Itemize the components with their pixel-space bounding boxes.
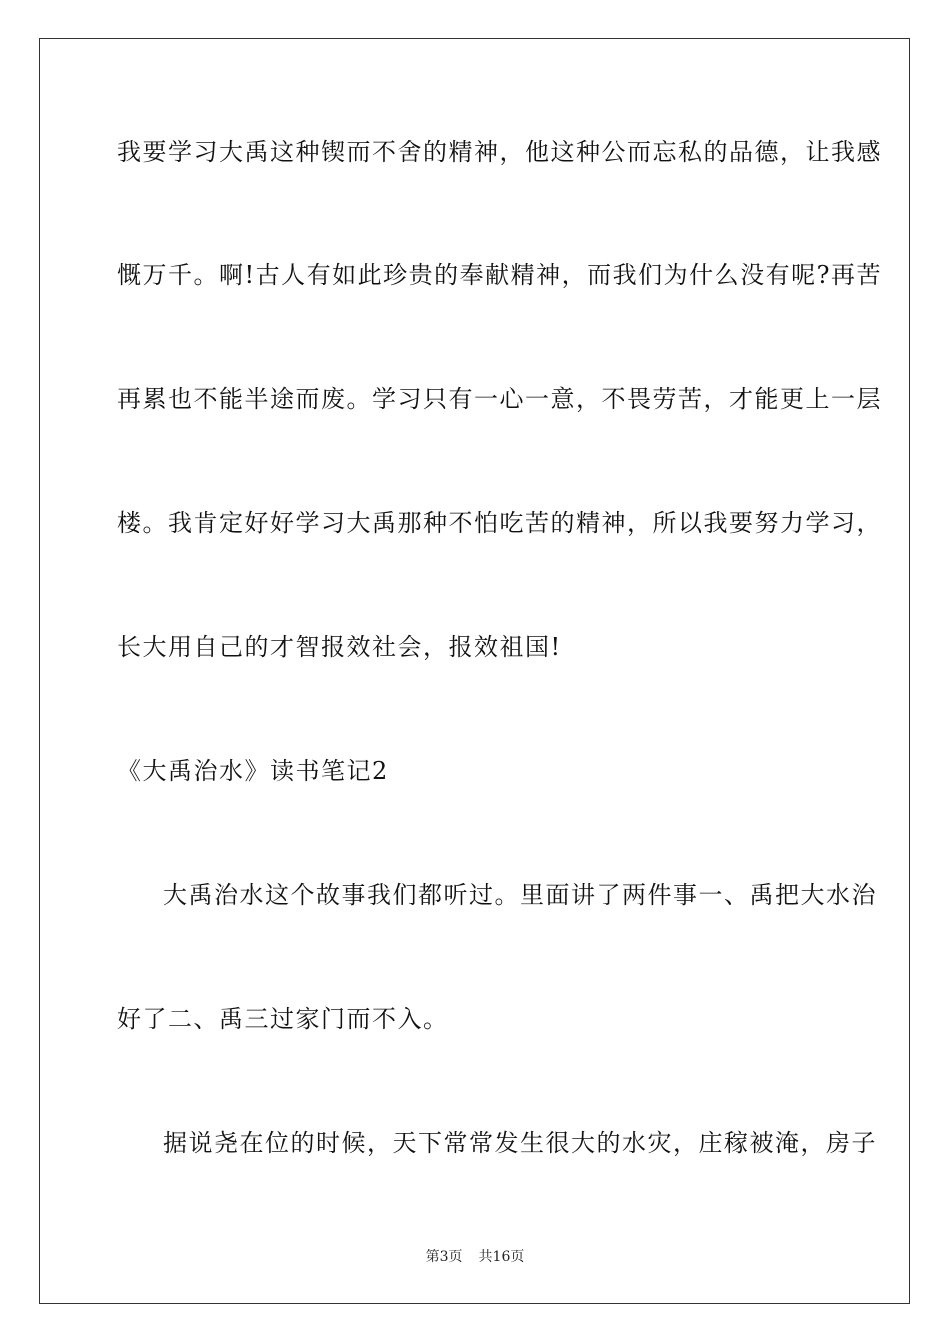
paragraph-3-line-1: 据说尧在位的时候，天下常常发生很大的水灾，庄稼被淹，房子 [163,1129,877,1157]
page-total: 共16页 [478,1249,525,1265]
page-number: 第3页 [425,1249,463,1265]
paragraph-2-line-2: 好了二、禹三过家门而不入。 [117,1005,449,1033]
body-text-line-5: 长大用自己的才智报效社会，报效祖国! [117,633,562,661]
page-footer [0,1248,950,1266]
body-text-line-3: 再累也不能半途而废。学习只有一心一意，不畏劳苦，才能更上一层 [117,385,882,413]
paragraph-2-line-1: 大禹治水这个故事我们都听过。里面讲了两件事一、禹把大水治 [163,881,877,909]
page-border [39,38,910,1304]
body-text-line-1: 我要学习大禹这种锲而不舍的精神，他这种公而忘私的品德，让我感 [117,138,882,166]
body-text-line-2: 慨万千。啊!古人有如此珍贵的奉献精神，而我们为什么没有呢?再苦 [117,261,883,289]
section-title: 《大禹治水》读书笔记2 [117,757,389,785]
body-text-line-4: 楼。我肯定好好学习大禹那种不怕吃苦的精神，所以我要努力学习， [117,509,882,537]
